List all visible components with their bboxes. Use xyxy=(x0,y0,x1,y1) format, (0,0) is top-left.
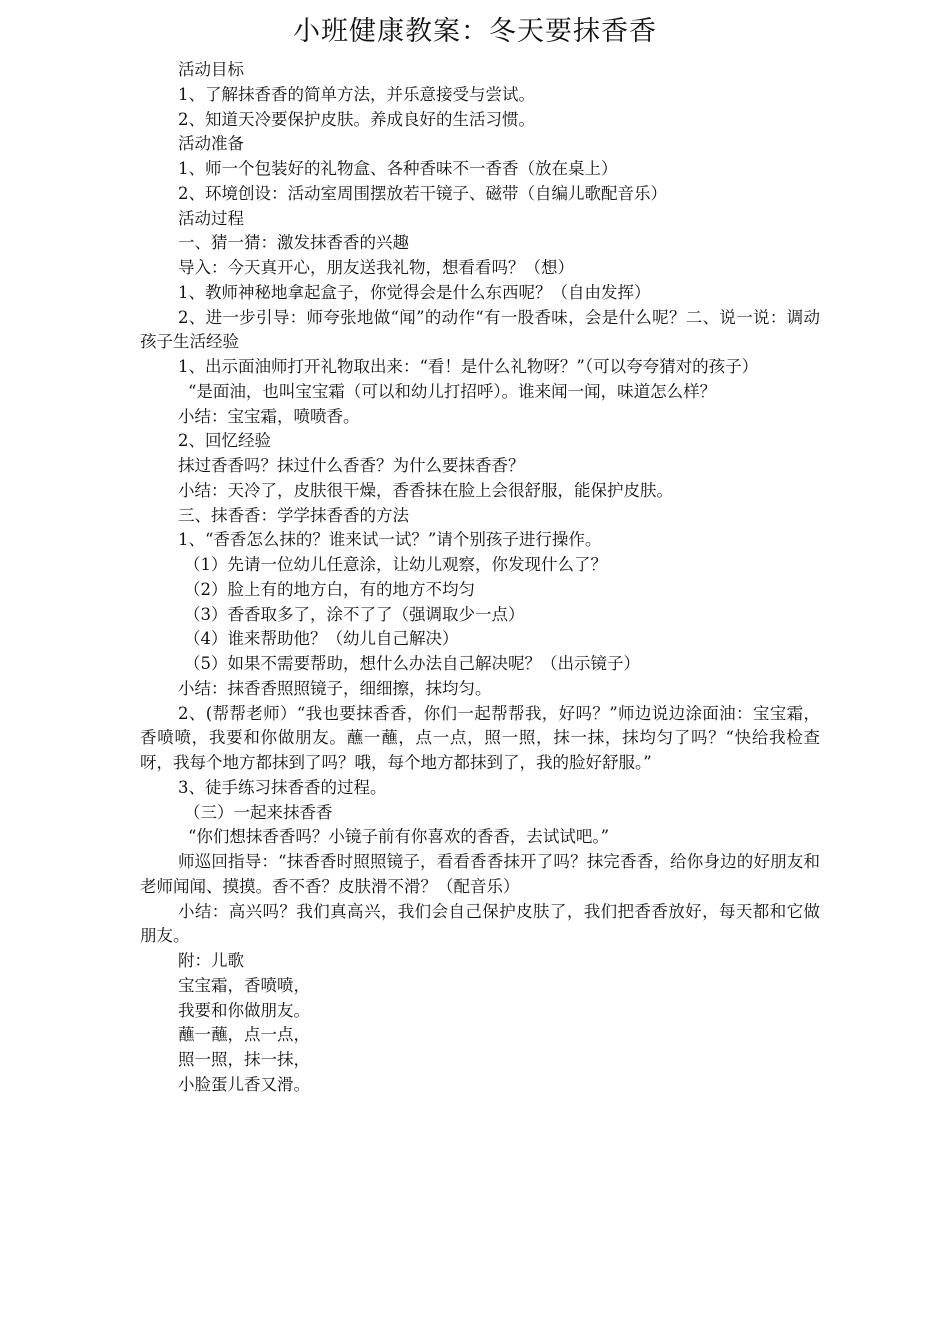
paragraph: 师巡回指导：“抹香香时照照镜子，看看香香抹开了吗？抹完香香，给你身边的好朋友和老师闻闻、摸摸。香不香？皮肤滑不滑？（配音乐） xyxy=(140,852,820,896)
paragraph: 小脸蛋儿香又滑。 xyxy=(178,1074,310,1094)
paragraph: （5）如果不需要帮助，想什么办法自己解决呢？（出示镜子） xyxy=(184,654,640,673)
paragraph: 1、了解抹香香的简单方法，并乐意接受与尝试。 xyxy=(178,84,535,104)
document-title: 小班健康教案：冬天要抹香香 xyxy=(293,16,657,47)
paragraph: 活动过程 xyxy=(178,208,244,228)
paragraph: （三）一起来抹香香 xyxy=(184,802,333,822)
paragraph: 2、知道天冷要保护皮肤。养成良好的生活习惯。 xyxy=(178,109,535,129)
paragraph: 2、进一步引导：师夸张地做“闻”的动作“有一股香味，会是什么呢？二、说一说：调动孩子生活经验 xyxy=(140,307,820,352)
paragraph: 我要和你做朋友。 xyxy=(178,1000,310,1020)
paragraph: 2、回忆经验 xyxy=(178,431,271,451)
paragraph: 三、抹香香：学学抹香香的方法 xyxy=(178,505,409,525)
paragraph: 小结：抹香香照照镜子，细细擦，抹均匀。 xyxy=(178,678,492,698)
paragraph: 2、(帮帮老师）“我也要抹香香，你们一起帮帮我，好吗？”师边说边涂面油：宝宝霜，香喷喷，我要和你做朋友。蘸一蘸，点一点，照一照，抹一抹，抹均匀了吗？“快给我检查呀，我每个地方都抹到了吗？哦，每个地方都抹到了，我的脸好舒服。” xyxy=(140,703,820,772)
paragraph: 抹过香香吗？抹过什么香香？为什么要抹香香？ xyxy=(178,456,525,475)
paragraph: （3）香香取多了，涂不了了（强调取少一点） xyxy=(184,604,525,624)
paragraph: 一、猜一猜：激发抹香香的兴趣 xyxy=(178,233,409,253)
paragraph: 蘸一蘸，点一点， xyxy=(178,1025,310,1045)
paragraph: 导入：今天真开心，朋友送我礼物，想看看吗？（想） xyxy=(178,258,574,277)
paragraph: 宝宝霜，香喷喷， xyxy=(178,975,310,995)
paragraph: 小结：高兴吗？我们真高兴，我们会自己保护皮肤了，我们把香香放好，每天都和它做朋友。 xyxy=(140,901,820,946)
paragraph: 活动准备 xyxy=(178,134,244,154)
paragraph: 活动目标 xyxy=(178,60,244,79)
paragraph: “是面油，也叫宝宝霜（可以和幼儿打招呼）。谁来闻一闻，味道怎么样？ xyxy=(188,381,717,401)
paragraph: （2）脸上有的地方白，有的地方不均匀 xyxy=(184,579,475,599)
paragraph: 1、“香香怎么抹的？谁来试一试？”请个别孩子进行操作。 xyxy=(178,530,602,550)
paragraph: 照一照，抹一抹， xyxy=(178,1050,310,1069)
paragraph: 1、出示面油师打开礼物取出来：“看！是什么礼物呀？”（可以夸夸猜对的孩子） xyxy=(178,357,759,376)
paragraph: 2、环境创设：活动室周围摆放若干镜子、磁带（自编儿歌配音乐） xyxy=(178,183,667,203)
paragraph: （4）谁来帮助他？（幼儿自己解决） xyxy=(184,629,459,649)
paragraph: 1、教师神秘地拿起盒子，你觉得会是什么东西呢？（自由发挥） xyxy=(178,282,651,302)
document-body xyxy=(140,58,820,1098)
paragraph: 附：儿歌 xyxy=(178,951,244,970)
paragraph: 小结：天冷了，皮肤很干燥，香香抹在脸上会很舒服，能保护皮肤。 xyxy=(178,480,673,500)
paragraph: 3、徒手练习抹香香的过程。 xyxy=(178,777,387,797)
paragraph: “你们想抹香香吗？小镜子前有你喜欢的香香，去试试吧。” xyxy=(188,827,610,847)
paragraph: 1、师一个包装好的礼物盒、各种香味不一香香（放在桌上） xyxy=(178,159,618,178)
paragraph: 小结：宝宝霜，喷喷香。 xyxy=(178,406,360,426)
paragraph: （1）先请一位幼儿任意涂，让幼儿观察，你发现什么了？ xyxy=(184,555,607,574)
